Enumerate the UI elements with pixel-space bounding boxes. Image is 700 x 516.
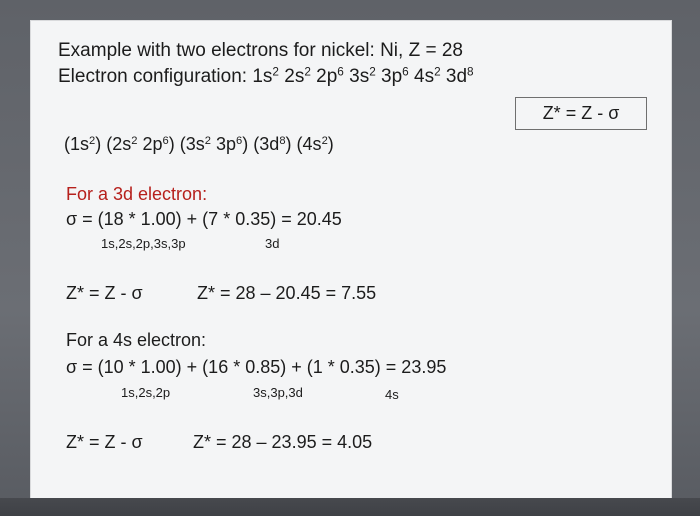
config-label: Electron configuration: [58, 66, 248, 87]
slater-grouping-line [64, 134, 334, 155]
group-term-superscript: 2 [89, 134, 96, 147]
slater-group: $(1s^2)$ [64, 134, 102, 154]
group-term-superscript: 8 [279, 134, 286, 147]
title-line: Example with two electrons for nickel: Ni, Z = 28 [58, 40, 463, 61]
slater-group: ($2s^2$ $2p^6$) [106, 134, 175, 154]
config-term: $2s^2$ [284, 65, 311, 87]
group-term: $3d^8$ [259, 134, 286, 154]
zeff-formula-box [515, 97, 647, 130]
config-term: $2p^6$ [316, 65, 344, 87]
group-term: $2s^2$ [112, 134, 138, 154]
config-term-superscript: 2 [434, 65, 441, 79]
config-term-superscript: 8 [467, 65, 474, 79]
config-term-superscript: 6 [337, 65, 344, 79]
zeff-result-4s: Z* = 28 – 23.95 = 4.05 [193, 432, 373, 452]
group-term-superscript: 6 [162, 134, 169, 147]
config-term: $1s^2$ [252, 65, 279, 87]
group-term-superscript: 2 [204, 134, 211, 147]
zeff-formula-3d: Z* = Z - σ [66, 283, 143, 303]
config-term-superscript: 2 [272, 65, 279, 79]
slater-group: ($3s^2$ $3p^6$) [179, 134, 249, 154]
group-term-superscript: 2 [321, 134, 328, 147]
config-term: $3s^2$ [349, 65, 376, 87]
heading-3d: For a 3d electron: [66, 184, 208, 204]
slater-group: $(4s^2)$ [296, 134, 334, 154]
config-term: $3p^6$ [381, 65, 409, 87]
sigma-4s-label-n-minus-1: 3s,3p,3d [253, 385, 303, 400]
sigma-4s-label-inner: 1s,2s,2p [121, 385, 171, 400]
zeff-formula-4s: Z* = Z - σ [66, 432, 143, 452]
group-term-superscript: 2 [131, 134, 138, 147]
config-term: $4s^2$ [414, 65, 441, 87]
config-terms [252, 66, 473, 87]
config-term-superscript: 2 [304, 65, 311, 79]
group-term: $1s^2$ [70, 134, 96, 154]
sigma-4s-label-same: 4s [385, 387, 399, 402]
sigma-3d-label-same: 3d [265, 236, 280, 251]
group-term: $3s^2$ [185, 134, 211, 154]
photo-bottom-edge [0, 498, 700, 516]
electron-configuration-line [58, 66, 474, 88]
group-term: $4s^2$ [302, 134, 328, 154]
group-term: $3p^6$ [216, 134, 243, 154]
zeff-formula-box-text: Z* = Z - σ [542, 103, 620, 123]
zeff-result-3d: Z* = 28 – 20.45 = 7.55 [197, 283, 377, 303]
heading-4s: For a 4s electron: [66, 330, 207, 350]
slater-group: $(3d^8)$ [253, 134, 292, 154]
group-term-superscript: 6 [236, 134, 243, 147]
config-term: $3d^8$ [445, 65, 474, 87]
config-term-superscript: 6 [402, 65, 409, 79]
slide [30, 20, 672, 500]
sigma-3d-label-inner: 1s,2s,2p,3s,3p [101, 236, 186, 251]
sigma-4s: σ = (10 * 1.00) + (16 * 0.85) + (1 * 0.35) = 23.95 [66, 357, 447, 377]
config-term-superscript: 2 [369, 65, 376, 79]
group-term: $2p^6$ [142, 134, 169, 154]
sigma-3d: σ = (18 * 1.00) + (7 * 0.35) = 20.45 [66, 209, 342, 229]
